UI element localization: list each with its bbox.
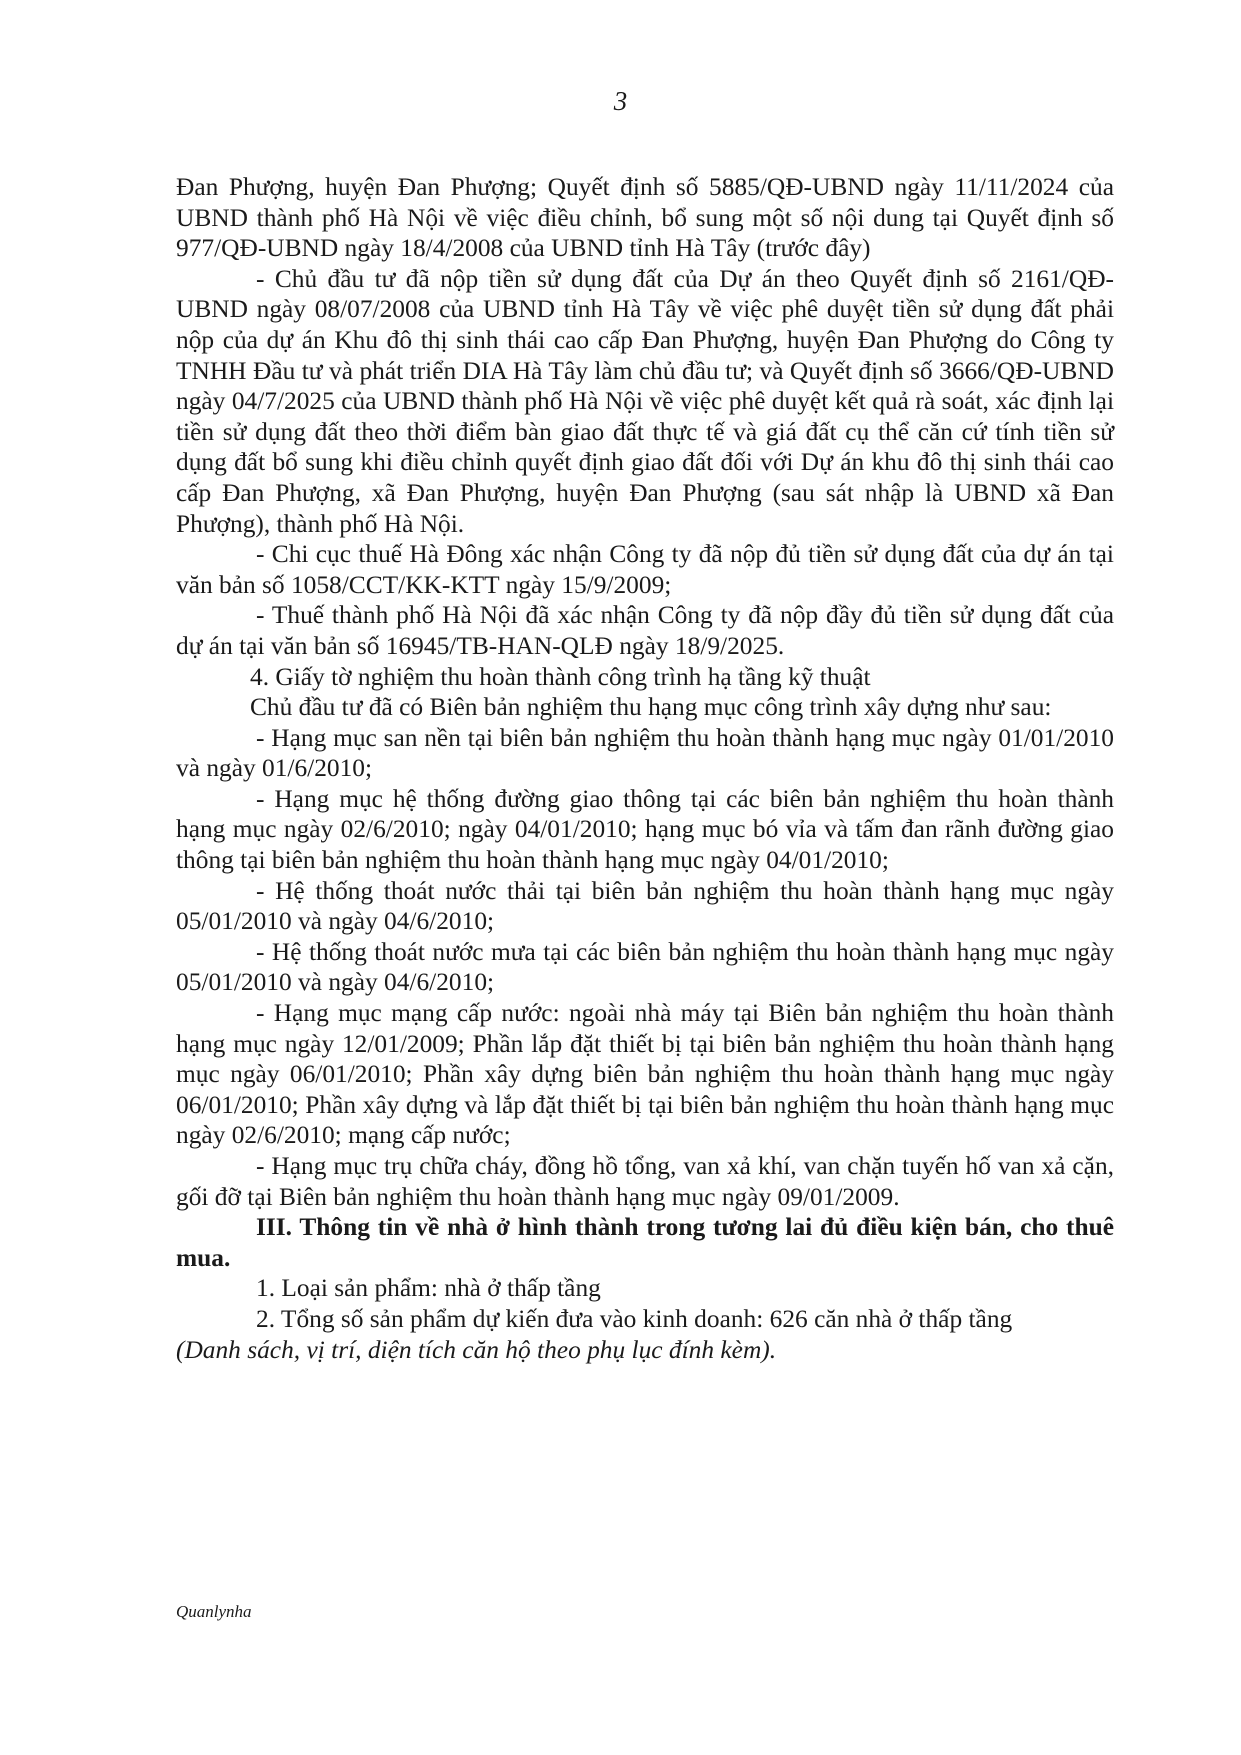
italic-appendix-note: (Danh sách, vị trí, diện tích căn hộ theo phụ lục đính kèm). — [176, 1335, 777, 1364]
paragraph-product-count: 2. Tổng số sản phẩm dự kiến đưa vào kinh doanh: 626 căn nhà ở thấp tầng — [256, 1304, 1013, 1333]
paragraph-product-type: 1. Loại sản phẩm: nhà ở thấp tầng — [256, 1274, 601, 1303]
list-item-leveling: - Hạng mục san nền tại biên bản nghiệm thu hoàn thành hạng mục ngày 01/01/2010 và ngày 01/6/2010; — [176, 723, 1114, 783]
paragraph-continuation: Đan Phượng, huyện Đan Phượng; Quyết định số 5885/QĐ-UBND ngày 11/11/2024 của UBND thành phố Hà Nội về việc điều chỉnh, bổ sung một số nội dung tại Quyết định số 977/QĐ-UBND ngày 18/4/2008 của UBND tỉnh Hà Tây (trước đây) — [176, 173, 1114, 263]
list-item-roads: - Hạng mục hệ thống đường giao thông tại các biên bản nghiệm thu hoàn thành hạng mục ngày 02/6/2010; ngày 04/01/2010; hạng mục bó vỉa và tấm đan rãnh đường giao thông tại biên bản nghiệm thu hoàn thành hạng mục ngày 04/01/2010; — [176, 784, 1114, 875]
paragraph-land-fee-payment: - Chủ đầu tư đã nộp tiền sử dụng đất của Dự án theo Quyết định số 2161/QĐ-UBND ngày 08/07/2008 của UBND tỉnh Hà Tây về việc phê duyệt tiền sử dụng đất phải nộp của dự án Khu đô thị sinh thái cao cấp Đan Phượng, huyện Đan Phượng do Công ty TNHH Đầu tư và phát triển DIA Hà Tây làm chủ đầu tư; và Quyết định số 3666/QĐ-UBND ngày 04/7/2025 của UBND thành phố Hà Nội về việc phê duyệt kết quả rà soát, xác định lại tiền sử dụng đất theo thời điểm bàn giao đất thực tế và giá đất cụ thể căn cứ tính tiền sử dụng đất bổ sung khi điều chỉnh quyết định giao đất đối với Dự án khu đô thị sinh thái cao cấp Đan Phượng, xã Đan Phượng, huyện Đan Phượng (sau sát nhập là UBND xã Đan Phượng), thành phố Hà Nội. — [176, 264, 1114, 538]
list-item-fire-hydrants: - Hạng mục trụ chữa cháy, đồng hồ tổng, van xả khí, van chặn tuyến hố van xả cặn, gối đỡ tại Biên bản nghiệm thu hoàn thành hạng mục ngày 09/01/2009. — [176, 1152, 1114, 1211]
paragraph-ha-dong-tax: - Chi cục thuế Hà Đông xác nhận Công ty đã nộp đủ tiền sử dụng đất của dự án tại văn bản số 1058/CCT/KK-KTT ngày 15/9/2009; — [176, 540, 1114, 599]
paragraph-hanoi-tax: - Thuế thành phố Hà Nội đã xác nhận Công ty đã nộp đầy đủ tiền sử dụng đất của dự án tại văn bản số 16945/TB-HAN-QLĐ ngày 18/9/2025. — [176, 601, 1114, 660]
paragraph-acceptance-intro: Chủ đầu tư đã có Biên bản nghiệm thu hạng mục công trình xây dựng như sau: — [250, 693, 1052, 722]
list-item-water-supply: - Hạng mục mạng cấp nước: ngoài nhà máy tại Biên bản nghiệm thu hoàn thành hạng mục ngày 12/01/2009; Phần lắp đặt thiết bị tại biên bản nghiệm thu hoàn thành hạng mục ngày 06/01/2010; Phần xây dựng biên bản nghiệm thu hoàn thành hạng mục ngày 06/01/2010; Phần xây dựng và lắp đặt thiết bị tại biên bản nghiệm thu hoàn thành hạng mục ngày 02/6/2010; mạng cấp nước; — [176, 999, 1114, 1150]
list-item-wastewater: - Hệ thống thoát nước thải tại biên bản nghiệm thu hoàn thành hạng mục ngày 05/01/2010 và ngày 04/6/2010; — [176, 876, 1114, 936]
section-heading-acceptance: 4. Giấy tờ nghiệm thu hoàn thành công trình hạ tầng kỹ thuật — [250, 662, 871, 691]
page-number: 3 — [613, 86, 628, 116]
footer-label: Quanlynha — [176, 1602, 252, 1621]
list-item-rainwater: - Hệ thống thoát nước mưa tại các biên bản nghiệm thu hoàn thành hạng mục ngày 05/01/2010 và ngày 04/6/2010; — [176, 937, 1114, 997]
document-body — [176, 172, 1114, 1365]
section-heading-iii: III. Thông tin về nhà ở hình thành trong tương lai đủ điều kiện bán, cho thuê mua. — [176, 1213, 1114, 1272]
